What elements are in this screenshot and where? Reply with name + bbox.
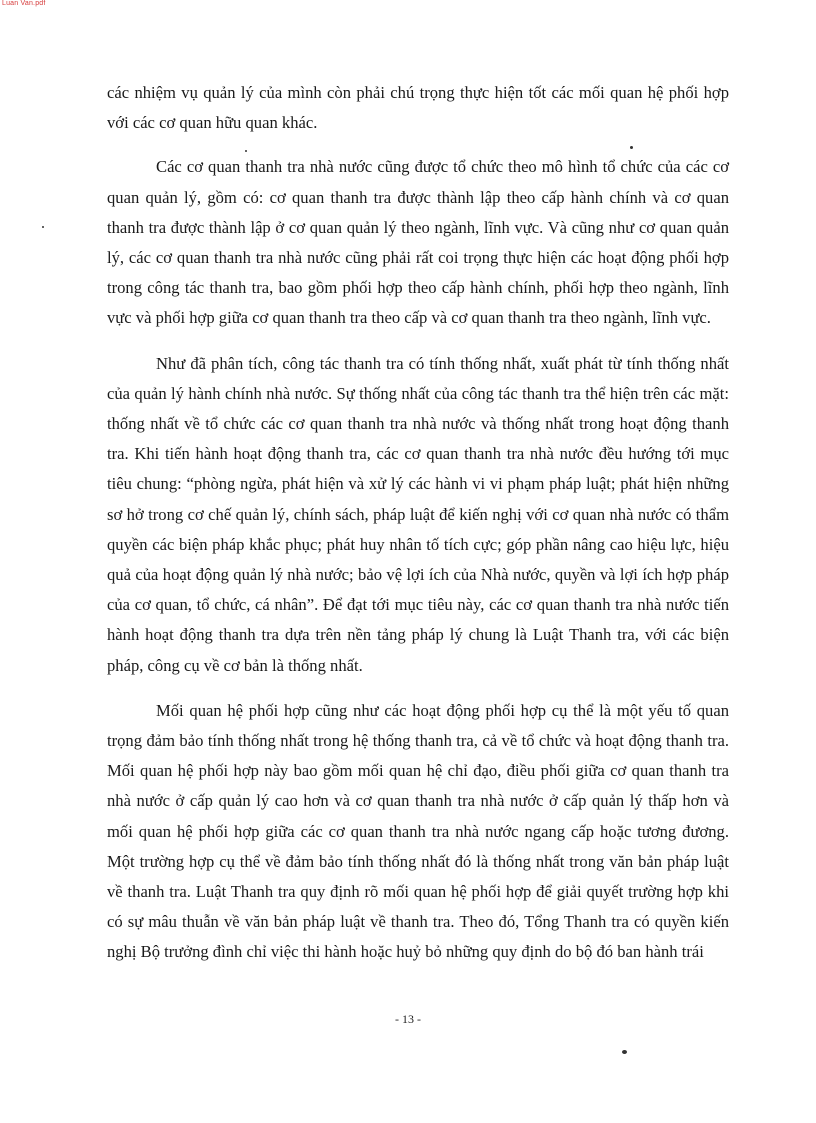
paragraph-unity-of-inspection: Như đã phân tích, công tác thanh tra có tính thống nhất, xuất phát từ tính thống nhất của quản lý hành chính nhà nước. Sự thống nhất của công tác thanh tra thể hiện trên các mặt: thống nhất về tổ chức các cơ quan thanh tra nhà nước và thống nhất trong hoạt động thanh tra. Khi tiến hành hoạt động thanh tra, các cơ quan thanh tra nhà nước đều hướng tới mục tiêu chung: “phòng ngừa, phát hiện và xử lý các hành vi vi phạm pháp luật; phát hiện những sơ hở trong cơ chế quản lý, chính sách, pháp luật để kiến nghị với cơ quan nhà nước có thẩm quyền các biện pháp khắc phục; phát huy nhân tố tích cực; góp phần nâng cao hiệu lực, hiệu quả của hoạt động quản lý nhà nước; bảo vệ lợi ích của Nhà nước, quyền và lợi ích hợp pháp của cơ quan, tổ chức, cá nhân”. Để đạt tới mục tiêu này, các cơ quan thanh tra nhà nước tiến hành hoạt động thanh tra dựa trên nền tảng pháp lý chung là Luật Thanh tra, với các biện pháp, công cụ về cơ bản là thống nhất. bbox=[107, 353, 729, 675]
page-number: - 13 - bbox=[395, 1012, 421, 1026]
paragraph-coordination-relations: Mối quan hệ phối hợp cũng như các hoạt động phối hợp cụ thể là một yếu tố quan trọng đảm bảo tính thống nhất trong hệ thống thanh tra, cả về tổ chức và hoạt động thanh tra. Mối quan hệ phối hợp này bao gồm mối quan hệ chỉ đạo, điều phối giữa cơ quan thanh tra nhà nước ở cấp quản lý cao hơn và cơ quan thanh tra nhà nước ở cấp quản lý thấp hơn và mối quan hệ phối hợp giữa các cơ quan thanh tra nhà nước ngang cấp hoặc tương đương. Một trường hợp cụ thể về đảm bảo tính thống nhất đó là thống nhất trong văn bản pháp luật về thanh tra. Luật Thanh tra quy định rõ mối quan hệ phối hợp để giải quyết trường hợp khi có sự mâu thuẫn về văn bản pháp luật về thanh tra. Theo đó, Tổng Thanh tra có quyền kiến nghị Bộ trưởng đình chỉ việc thi hành hoặc huỷ bỏ những quy định do bộ đó ban hành trái bbox=[107, 700, 729, 962]
watermark-text: Luan Van.pdf bbox=[2, 0, 46, 7]
paragraph-continuation: các nhiệm vụ quản lý của mình còn phải chú trọng thực hiện tốt các mối quan hệ phối hợp với các cơ quan hữu quan khác. bbox=[107, 83, 729, 133]
paragraph-inspection-agencies: Các cơ quan thanh tra nhà nước cũng được tổ chức theo mô hình tổ chức của các cơ quan quản lý, gồm có: cơ quan thanh tra được thành lập theo cấp hành chính và cơ quan thanh tra được thành lập ở cơ quan quản lý theo ngành, lĩnh vực. Và cũng như cơ quan quản lý, các cơ quan thanh tra nhà nước cũng phải rất coi trọng thực hiện các hoạt động phối hợp trong công tác thanh tra, bao gồm phối hợp theo cấp hành chính, phối hợp theo ngành, lĩnh vực và phối hợp giữa cơ quan thanh tra theo cấp và cơ quan thanh tra theo ngành, lĩnh vực. bbox=[107, 157, 729, 328]
scan-speck bbox=[622, 1050, 627, 1054]
scan-speck bbox=[245, 150, 247, 152]
scan-speck bbox=[630, 146, 633, 149]
document-body bbox=[107, 78, 729, 968]
scan-speck bbox=[42, 226, 44, 228]
